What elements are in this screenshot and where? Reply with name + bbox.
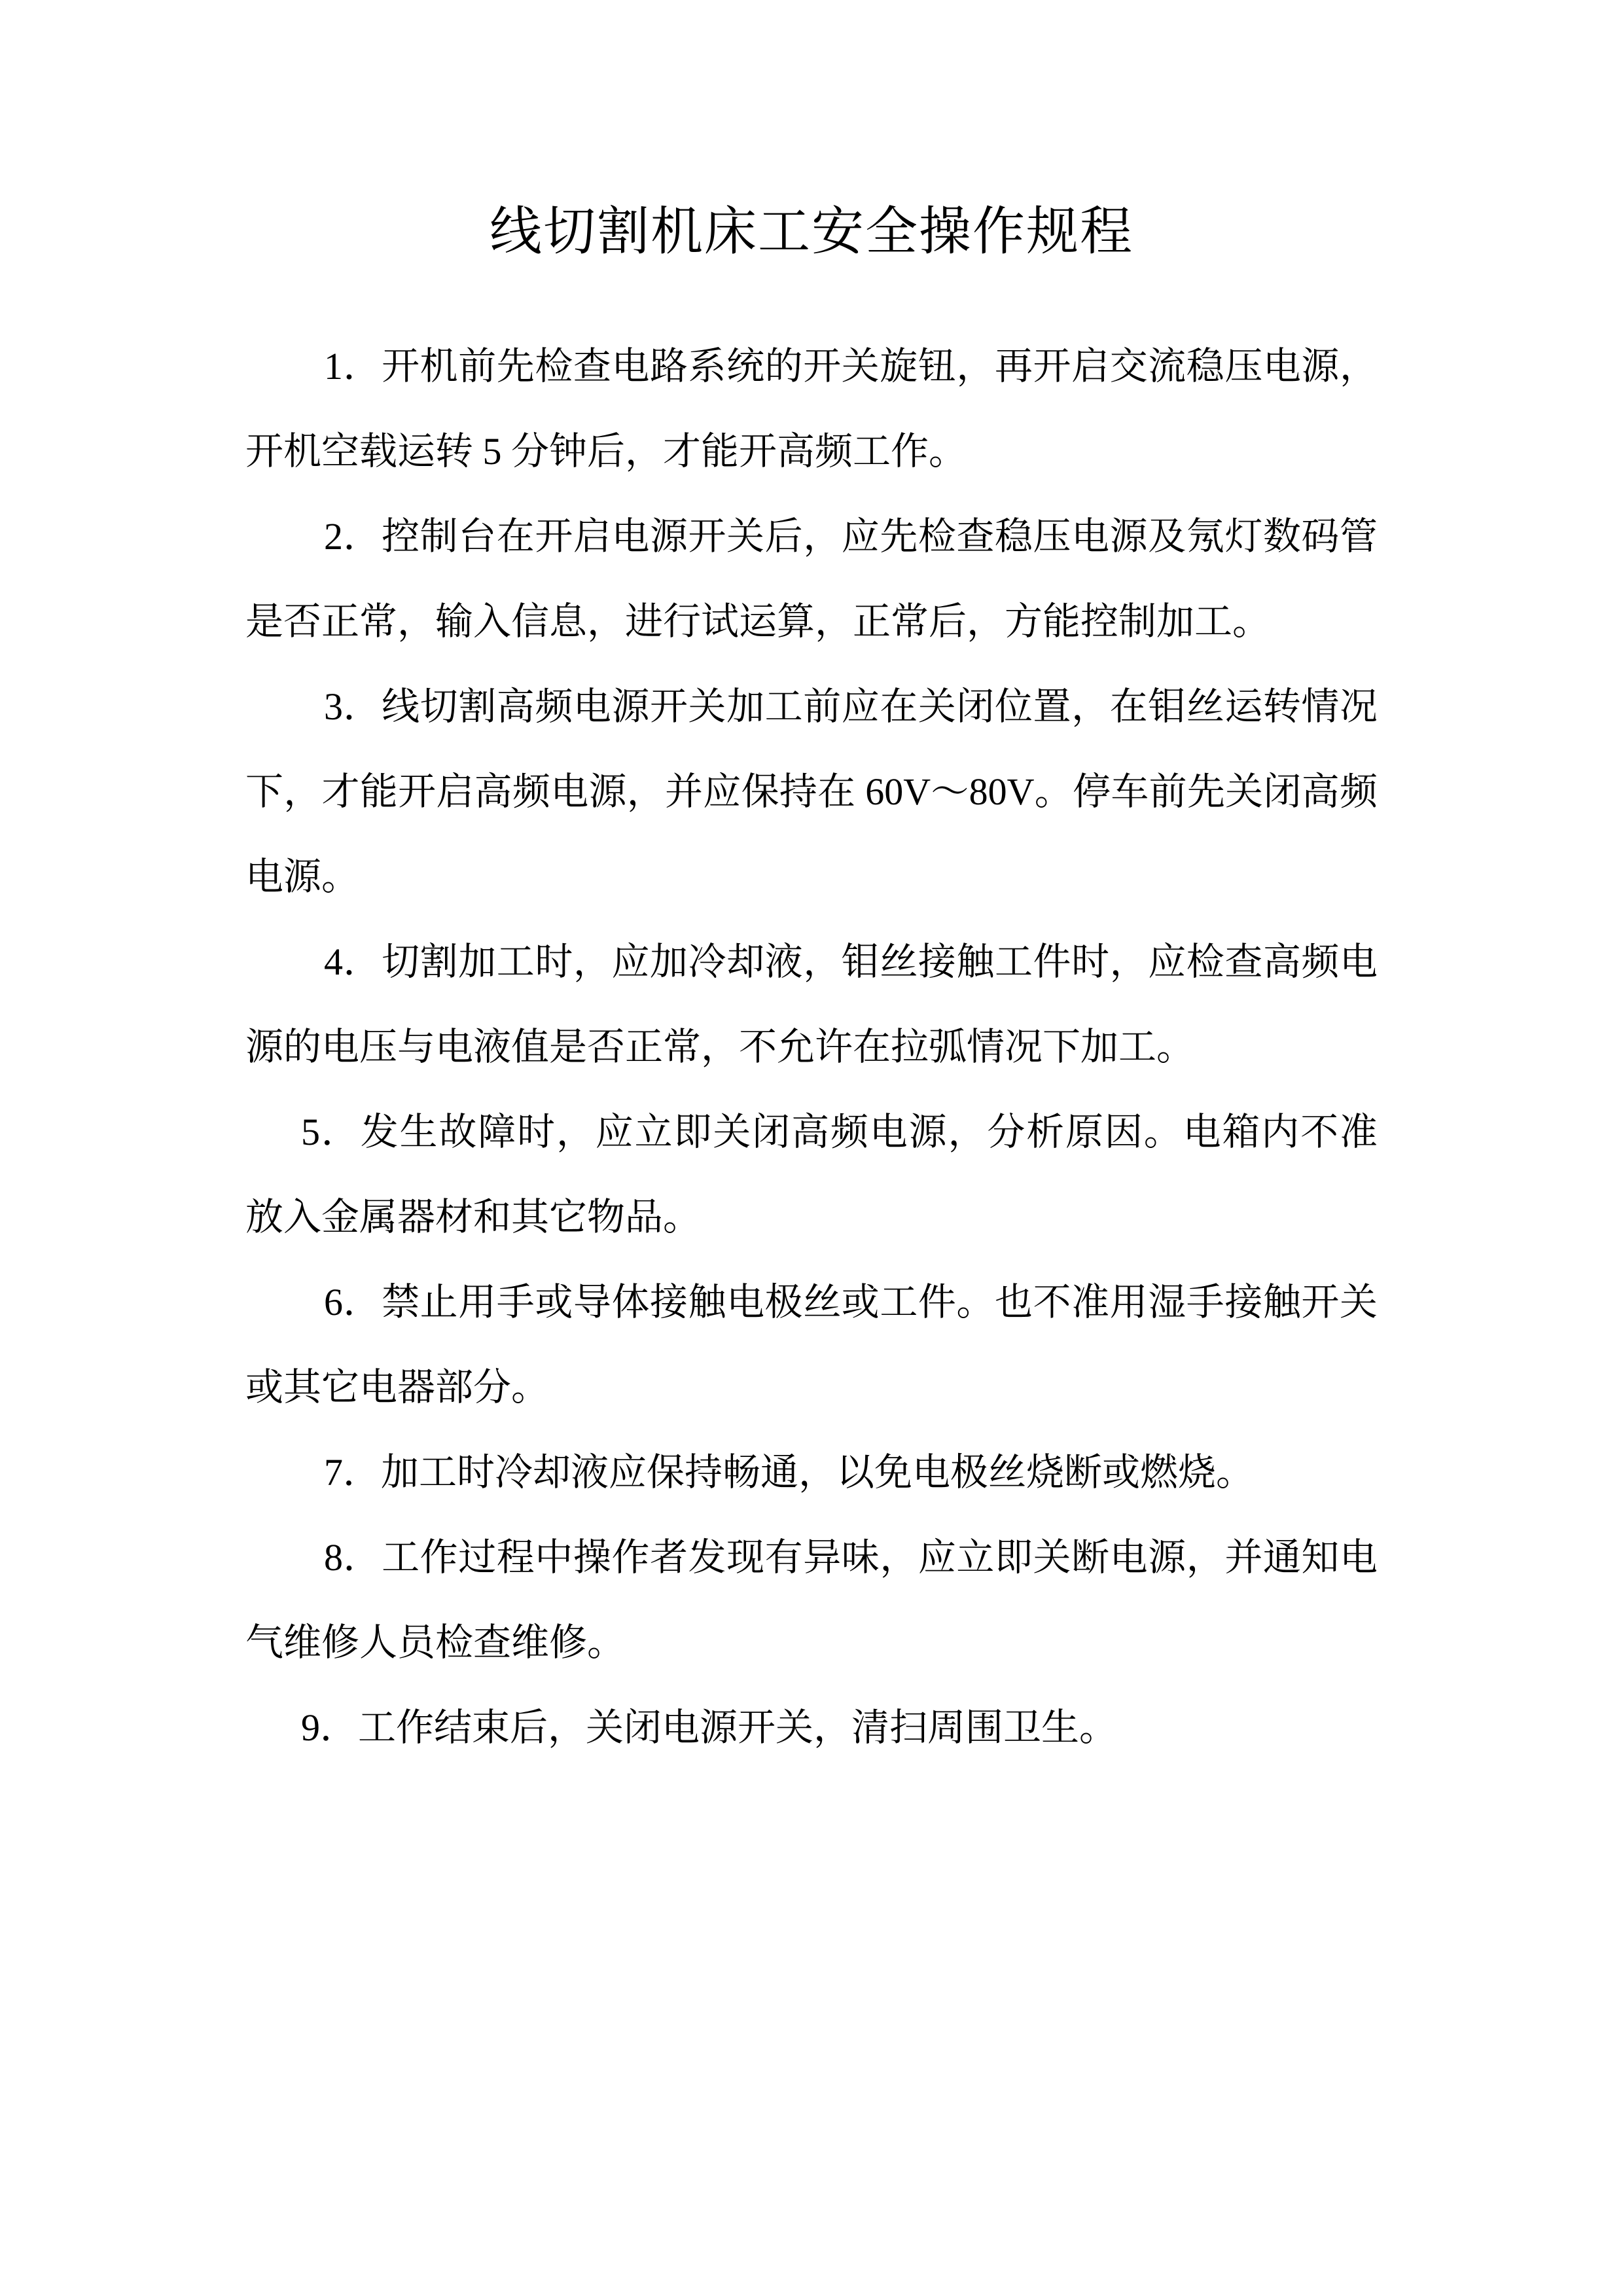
rule-item-9: 9．工作结束后，关闭电源开关，清扫周围卫生。 bbox=[301, 1706, 1118, 1749]
rule-item-1: 1．开机前先检查电路系统的开关旋钮，再开启交流稳压电源，开机空载运转 5 分钟后，才能开高频工作。 bbox=[245, 345, 1378, 473]
rule-item-2: 2．控制台在开启电源开关后，应先检查稳压电源及氖灯数码管是否正常，输入信息，进行试运算，正常后，方能控制加工。 bbox=[245, 515, 1378, 643]
rule-item-3: 3．线切割高频电源开关加工前应在关闭位置，在钼丝运转情况下，才能开启高频电源，并应保持在 60V～80V。停车前先关闭高频电源。 bbox=[245, 685, 1378, 898]
document-title: 线切割机床工安全操作规程 bbox=[490, 204, 1133, 261]
rule-item-6: 6．禁止用手或导体接触电极丝或工件。也不准用湿手接触开关或其它电器部分。 bbox=[245, 1281, 1378, 1408]
rule-item-8: 8．工作过程中操作者发现有异味，应立即关断电源，并通知电气维修人员检查维修。 bbox=[245, 1536, 1378, 1664]
rules-list bbox=[245, 324, 1378, 1770]
rule-item-7: 7．加工时冷却液应保持畅通，以免电极丝烧断或燃烧。 bbox=[324, 1451, 1255, 1494]
rule-item-4: 4．切割加工时，应加冷却液，钼丝接触工件时，应检查高频电源的电压与电液值是否正常，不允许在拉弧情况下加工。 bbox=[245, 941, 1378, 1068]
rule-item-5: 5．发生故障时，应立即关闭高频电源，分析原因。电箱内不准放入金属器材和其它物品。 bbox=[245, 1111, 1378, 1238]
